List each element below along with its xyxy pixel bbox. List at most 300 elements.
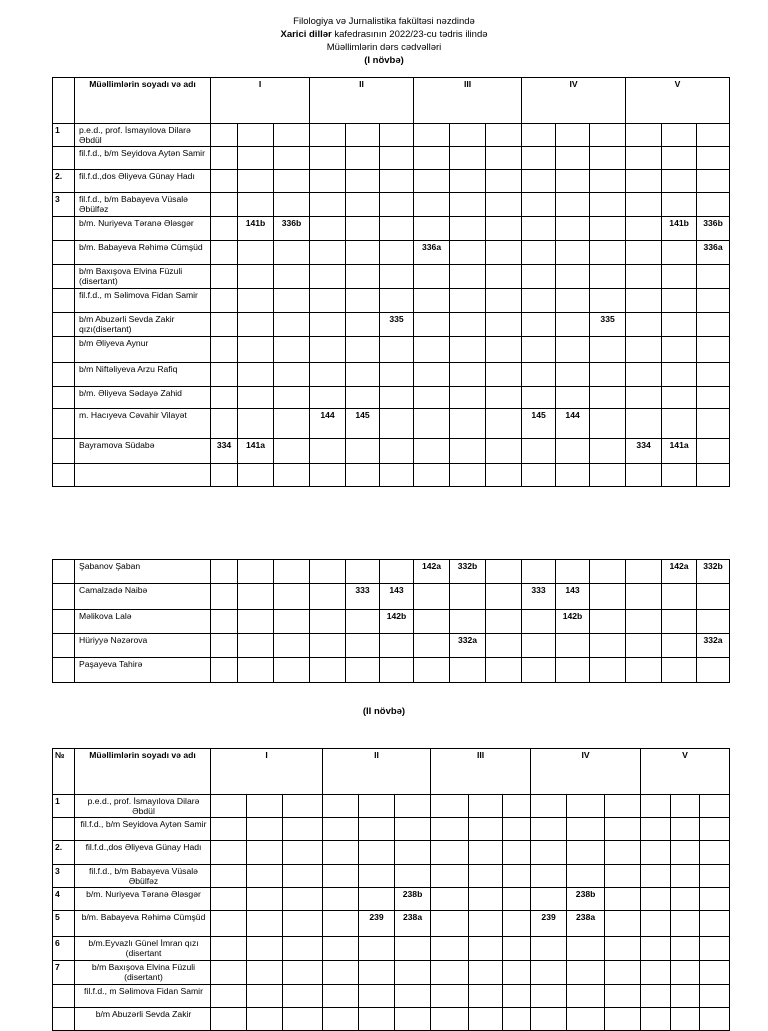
room-cell	[522, 439, 556, 464]
room-cell	[431, 911, 469, 937]
row-number	[53, 363, 75, 387]
room-cell: 336b	[274, 217, 310, 241]
room-cell	[414, 313, 450, 337]
room-cell	[414, 658, 450, 683]
room-cell	[590, 217, 626, 241]
room-cell	[238, 265, 274, 289]
room-cell	[346, 634, 380, 658]
room-cell: 142b	[380, 610, 414, 634]
room-cell	[346, 560, 380, 584]
room-cell	[380, 217, 414, 241]
room-cell: 332a	[450, 634, 486, 658]
room-cell	[359, 841, 395, 865]
room-cell	[567, 1008, 605, 1031]
room-cell	[238, 241, 274, 265]
room-cell	[662, 658, 697, 683]
room-cell	[486, 124, 522, 147]
room-cell	[567, 937, 605, 961]
room-cell	[211, 865, 247, 888]
room-cell	[567, 841, 605, 865]
room-cell	[310, 217, 346, 241]
teacher-name: b/m. Babayeva Rəhimə Cümşüd	[75, 241, 211, 265]
room-cell	[238, 170, 274, 193]
room-cell	[697, 610, 730, 634]
room-cell: 239	[359, 911, 395, 937]
row-number	[53, 289, 75, 313]
room-cell	[323, 911, 359, 937]
room-cell	[556, 289, 590, 313]
room-cell	[556, 241, 590, 265]
room-cell	[359, 865, 395, 888]
room-cell	[590, 241, 626, 265]
row-number	[53, 658, 75, 683]
room-cell	[662, 313, 697, 337]
room-cell	[469, 985, 503, 1008]
room-cell	[590, 337, 626, 363]
room-cell	[414, 439, 450, 464]
room-cell	[641, 911, 671, 937]
room-cell	[626, 289, 662, 313]
room-cell	[395, 961, 431, 985]
room-cell	[395, 865, 431, 888]
room-cell	[238, 560, 274, 584]
teacher-name: b/m. Əliyeva Sədayə Zahid	[75, 387, 211, 409]
room-cell	[671, 1008, 700, 1031]
room-cell	[590, 363, 626, 387]
room-cell	[346, 610, 380, 634]
room-cell	[469, 795, 503, 818]
day-header-5: V	[626, 78, 730, 124]
room-cell	[503, 961, 531, 985]
room-cell: 336a	[414, 241, 450, 265]
room-cell	[469, 865, 503, 888]
room-cell	[671, 888, 700, 911]
teacher-name: p.e.d., prof. İsmayılova Dilarə Əbdül	[75, 124, 211, 147]
room-cell	[522, 658, 556, 683]
room-cell	[380, 464, 414, 487]
room-cell	[414, 337, 450, 363]
room-cell	[211, 217, 238, 241]
room-cell	[697, 265, 730, 289]
row-number: 1	[53, 124, 75, 147]
room-cell: 334	[626, 439, 662, 464]
room-cell	[626, 313, 662, 337]
room-cell	[626, 658, 662, 683]
day-header-2: II	[310, 78, 414, 124]
room-cell	[283, 818, 323, 841]
room-cell	[238, 464, 274, 487]
room-cell	[697, 313, 730, 337]
room-cell	[531, 888, 567, 911]
teacher-name	[75, 464, 211, 487]
room-cell	[556, 560, 590, 584]
room-cell	[431, 841, 469, 865]
schedule-table-shift-1	[52, 77, 730, 487]
room-cell	[486, 658, 522, 683]
table-row	[53, 1008, 730, 1031]
room-cell	[346, 439, 380, 464]
table-row	[53, 241, 730, 265]
room-cell	[662, 147, 697, 170]
header-row	[53, 749, 730, 795]
teacher-name: m. Hacıyeva Cəvahir Vilayət	[75, 409, 211, 439]
room-cell	[359, 937, 395, 961]
room-cell	[469, 911, 503, 937]
room-cell	[310, 124, 346, 147]
room-cell	[380, 337, 414, 363]
teacher-name: fil.f.d., b/m Babayeva Vüsalə Əbülfəz	[75, 865, 211, 888]
room-cell	[700, 818, 730, 841]
name-column-header: Müəllimlərin soyadı və adı	[75, 749, 211, 795]
teacher-name: b/m Abuzərli Sevda Zakir	[75, 1008, 211, 1031]
room-cell	[346, 337, 380, 363]
room-cell	[431, 937, 469, 961]
room-cell	[414, 584, 450, 610]
room-cell	[247, 985, 283, 1008]
room-cell	[310, 560, 346, 584]
room-cell	[641, 795, 671, 818]
room-cell: 142b	[556, 610, 590, 634]
room-cell	[211, 387, 238, 409]
room-cell	[522, 337, 556, 363]
room-cell	[211, 888, 247, 911]
room-cell	[431, 1008, 469, 1031]
room-cell	[522, 124, 556, 147]
room-cell	[431, 818, 469, 841]
room-cell	[323, 985, 359, 1008]
room-cell	[247, 795, 283, 818]
table-row	[53, 865, 730, 888]
day-header-3: III	[431, 749, 531, 795]
room-cell	[556, 634, 590, 658]
room-cell	[697, 439, 730, 464]
room-cell	[522, 634, 556, 658]
table-row	[53, 560, 730, 584]
room-cell	[641, 888, 671, 911]
room-cell	[605, 865, 641, 888]
teacher-name: fil.f.d.,dos Əliyeva Günay Hadı	[75, 170, 211, 193]
room-cell	[486, 439, 522, 464]
row-number	[53, 560, 75, 584]
teacher-name: Hüriyyə Nəzərova	[75, 634, 211, 658]
table-row	[53, 634, 730, 658]
room-cell	[531, 818, 567, 841]
row-number: 6	[53, 937, 75, 961]
room-cell	[359, 888, 395, 911]
room-cell	[641, 841, 671, 865]
room-cell	[503, 888, 531, 911]
room-cell	[395, 841, 431, 865]
room-cell	[283, 937, 323, 961]
room-cell	[310, 634, 346, 658]
room-cell	[671, 985, 700, 1008]
room-cell	[247, 937, 283, 961]
room-cell	[486, 610, 522, 634]
room-cell	[531, 865, 567, 888]
room-cell	[671, 841, 700, 865]
table-row	[53, 795, 730, 818]
table-row	[53, 911, 730, 937]
room-cell: 145	[522, 409, 556, 439]
room-cell: 141a	[662, 439, 697, 464]
room-cell	[323, 961, 359, 985]
room-cell	[431, 961, 469, 985]
room-cell	[238, 658, 274, 683]
teacher-name: fil.f.d., b/m Seyidova Aytən Samir	[75, 818, 211, 841]
row-number	[53, 464, 75, 487]
room-cell	[450, 241, 486, 265]
table-row	[53, 313, 730, 337]
room-cell	[697, 409, 730, 439]
room-cell	[211, 363, 238, 387]
room-cell	[380, 634, 414, 658]
room-cell	[626, 265, 662, 289]
room-cell	[605, 795, 641, 818]
table-row	[53, 217, 730, 241]
room-cell	[531, 961, 567, 985]
room-cell	[671, 865, 700, 888]
room-cell	[486, 409, 522, 439]
room-cell	[626, 363, 662, 387]
room-cell	[567, 795, 605, 818]
room-cell	[450, 217, 486, 241]
room-cell	[274, 658, 310, 683]
room-cell	[486, 387, 522, 409]
room-cell	[671, 937, 700, 961]
room-cell	[274, 387, 310, 409]
teacher-name: Məlikova Lalə	[75, 610, 211, 634]
table-row	[53, 363, 730, 387]
room-cell	[211, 841, 247, 865]
room-cell	[274, 584, 310, 610]
room-cell	[450, 289, 486, 313]
table-row	[53, 610, 730, 634]
table-row	[53, 818, 730, 841]
room-cell	[626, 634, 662, 658]
room-cell	[641, 961, 671, 985]
room-cell	[211, 464, 238, 487]
row-number: 1	[53, 795, 75, 818]
room-cell	[323, 865, 359, 888]
room-cell: 332b	[697, 560, 730, 584]
room-cell	[590, 289, 626, 313]
row-number	[53, 387, 75, 409]
room-cell	[590, 409, 626, 439]
row-number	[53, 217, 75, 241]
room-cell	[211, 289, 238, 313]
row-number	[53, 985, 75, 1008]
room-cell	[697, 193, 730, 217]
room-cell	[310, 241, 346, 265]
room-cell	[310, 658, 346, 683]
room-cell	[503, 1008, 531, 1031]
room-cell	[556, 147, 590, 170]
table-row	[53, 124, 730, 147]
room-cell	[211, 241, 238, 265]
room-cell: 332a	[697, 634, 730, 658]
room-cell	[211, 985, 247, 1008]
room-cell	[567, 865, 605, 888]
table-row	[53, 841, 730, 865]
table-row	[53, 439, 730, 464]
room-cell	[238, 363, 274, 387]
room-cell	[590, 584, 626, 610]
room-cell	[274, 363, 310, 387]
teacher-name: b/m.Eyvazlı Günel İmran qızı (disertant	[75, 937, 211, 961]
table-row	[53, 170, 730, 193]
room-cell	[380, 658, 414, 683]
room-cell	[671, 795, 700, 818]
room-cell	[274, 289, 310, 313]
room-cell: 332b	[450, 560, 486, 584]
room-cell	[556, 387, 590, 409]
room-cell	[469, 1008, 503, 1031]
room-cell	[211, 610, 238, 634]
row-number	[53, 634, 75, 658]
room-cell	[556, 265, 590, 289]
row-number: 2.	[53, 841, 75, 865]
room-cell	[414, 387, 450, 409]
room-cell	[486, 337, 522, 363]
teacher-name: fil.f.d., m Səlimova Fidan Samir	[75, 289, 211, 313]
room-cell	[211, 170, 238, 193]
room-cell	[605, 937, 641, 961]
room-cell	[671, 818, 700, 841]
table-row	[53, 464, 730, 487]
room-cell	[238, 313, 274, 337]
teacher-name: b/m Niftəliyeva Arzu Rafiq	[75, 363, 211, 387]
room-cell	[211, 313, 238, 337]
room-cell	[211, 795, 247, 818]
room-cell	[431, 888, 469, 911]
room-cell	[346, 124, 380, 147]
teacher-name: Camalzadə Naibə	[75, 584, 211, 610]
room-cell	[346, 241, 380, 265]
day-header-4: IV	[531, 749, 641, 795]
room-cell	[238, 289, 274, 313]
room-cell	[469, 961, 503, 985]
room-cell	[414, 289, 450, 313]
row-number	[53, 147, 75, 170]
room-cell: 145	[346, 409, 380, 439]
room-cell	[590, 124, 626, 147]
room-cell	[283, 1008, 323, 1031]
teacher-name: Şabanov Şaban	[75, 560, 211, 584]
room-cell	[346, 170, 380, 193]
room-cell	[605, 985, 641, 1008]
table-row	[53, 289, 730, 313]
room-cell	[283, 985, 323, 1008]
room-cell	[700, 841, 730, 865]
room-cell	[626, 610, 662, 634]
room-cell	[431, 865, 469, 888]
room-cell	[503, 985, 531, 1008]
room-cell	[697, 124, 730, 147]
table-row	[53, 658, 730, 683]
room-cell	[283, 888, 323, 911]
room-cell	[310, 265, 346, 289]
room-cell	[486, 289, 522, 313]
table-row	[53, 961, 730, 985]
room-cell	[626, 170, 662, 193]
room-cell	[450, 584, 486, 610]
schedule-table-shift-1-continued	[52, 559, 730, 683]
room-cell	[450, 170, 486, 193]
header-dept: Xarici dillər	[280, 29, 332, 40]
room-cell	[567, 985, 605, 1008]
room-cell	[359, 795, 395, 818]
room-cell	[247, 888, 283, 911]
room-cell	[531, 937, 567, 961]
room-cell	[486, 634, 522, 658]
room-cell	[414, 464, 450, 487]
room-cell	[522, 387, 556, 409]
room-cell	[531, 985, 567, 1008]
row-number	[53, 439, 75, 464]
teacher-name: p.e.d., prof. İsmayılova Dilarə Əbdül	[75, 795, 211, 818]
teacher-name: fil.f.d., m Səlimova Fidan Samir	[75, 985, 211, 1008]
room-cell: 238b	[567, 888, 605, 911]
room-cell	[697, 363, 730, 387]
room-cell	[211, 337, 238, 363]
row-number	[53, 337, 75, 363]
room-cell	[486, 584, 522, 610]
teacher-name: b/m. Babayeva Rəhimə Cümşüd	[75, 911, 211, 937]
room-cell	[414, 170, 450, 193]
room-cell	[641, 937, 671, 961]
room-cell	[310, 610, 346, 634]
header-line-3: Müəllimlərin dərs cədvəlləri	[326, 42, 442, 53]
room-cell	[662, 124, 697, 147]
room-cell	[605, 888, 641, 911]
day-header-4: IV	[522, 78, 626, 124]
room-cell	[556, 313, 590, 337]
room-cell: 334	[211, 439, 238, 464]
room-cell	[323, 818, 359, 841]
room-cell	[590, 170, 626, 193]
room-cell	[395, 795, 431, 818]
room-cell	[359, 818, 395, 841]
room-cell	[662, 170, 697, 193]
room-cell	[380, 439, 414, 464]
room-cell	[283, 841, 323, 865]
room-cell	[211, 560, 238, 584]
room-cell	[700, 1008, 730, 1031]
room-cell	[380, 193, 414, 217]
header-line-2	[0, 28, 768, 41]
row-number	[53, 409, 75, 439]
room-cell	[486, 265, 522, 289]
room-cell	[346, 387, 380, 409]
room-cell	[662, 337, 697, 363]
room-cell	[346, 147, 380, 170]
room-cell	[531, 1008, 567, 1031]
room-cell	[283, 865, 323, 888]
row-number	[53, 1008, 75, 1031]
room-cell	[323, 841, 359, 865]
room-cell	[662, 634, 697, 658]
room-cell	[522, 313, 556, 337]
room-cell	[641, 818, 671, 841]
room-cell	[274, 124, 310, 147]
room-cell: 142a	[662, 560, 697, 584]
room-cell	[238, 634, 274, 658]
row-number	[53, 610, 75, 634]
room-cell: 141b	[662, 217, 697, 241]
room-cell	[522, 241, 556, 265]
room-cell	[450, 610, 486, 634]
room-cell	[626, 560, 662, 584]
